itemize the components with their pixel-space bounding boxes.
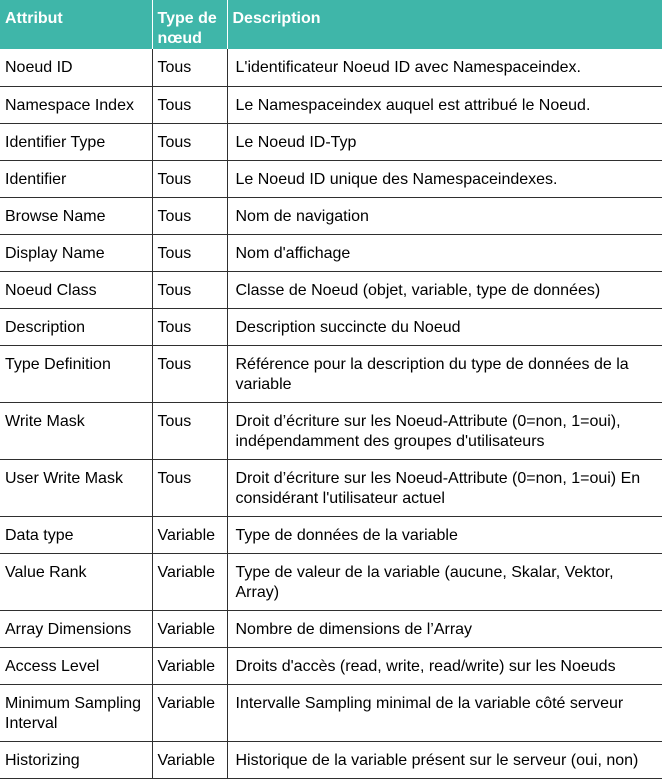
- table-row: [0, 49, 662, 86]
- cell-description: Description succincte du Noeud: [227, 308, 662, 345]
- cell-description: Le Noeud ID-Typ: [227, 123, 662, 160]
- cell-description: Historique de la variable présent sur le serveur (oui, non): [227, 741, 662, 778]
- table-row: [0, 647, 662, 684]
- table-header: [0, 0, 662, 49]
- table-row: [0, 160, 662, 197]
- cell-attribut: Identifier: [0, 160, 152, 197]
- cell-description: Classe de Noeud (objet, variable, type de données): [227, 271, 662, 308]
- cell-description: Droit d’écriture sur les Noeud-Attribute (0=non, 1=oui) En considérant l'utilisateur actuel: [227, 459, 662, 516]
- table-row: [0, 234, 662, 271]
- cell-attribut: Type Definition: [0, 345, 152, 402]
- cell-type: Variable: [152, 516, 227, 553]
- table-row: [0, 684, 662, 741]
- cell-description: Type de valeur de la variable (aucune, Skalar, Vektor, Array): [227, 553, 662, 610]
- cell-description: Le Namespaceindex auquel est attribué le Noeud.: [227, 86, 662, 123]
- cell-type: Tous: [152, 86, 227, 123]
- table-row: [0, 516, 662, 553]
- cell-description: Nom d'affichage: [227, 234, 662, 271]
- cell-type: Variable: [152, 684, 227, 741]
- header-attribut: Attribut: [0, 0, 152, 49]
- table-row: [0, 123, 662, 160]
- cell-type: Variable: [152, 553, 227, 610]
- cell-description: Intervalle Sampling minimal de la variable côté serveur: [227, 684, 662, 741]
- cell-type: Tous: [152, 308, 227, 345]
- cell-type: Tous: [152, 345, 227, 402]
- cell-attribut: Browse Name: [0, 197, 152, 234]
- table-row: [0, 197, 662, 234]
- cell-attribut: Data type: [0, 516, 152, 553]
- cell-type: Tous: [152, 49, 227, 86]
- table-row: [0, 459, 662, 516]
- cell-type: Variable: [152, 647, 227, 684]
- cell-type: Tous: [152, 459, 227, 516]
- cell-description: Référence pour la description du type de données de la variable: [227, 345, 662, 402]
- header-row: [0, 0, 662, 49]
- table-row: [0, 741, 662, 778]
- cell-attribut: Minimum Sampling Interval: [0, 684, 152, 741]
- cell-attribut: Description: [0, 308, 152, 345]
- cell-description: Type de données de la variable: [227, 516, 662, 553]
- cell-attribut: User Write Mask: [0, 459, 152, 516]
- cell-type: Tous: [152, 197, 227, 234]
- table-row: [0, 271, 662, 308]
- cell-attribut: Access Level: [0, 647, 152, 684]
- cell-attribut: Array Dimensions: [0, 610, 152, 647]
- table-row: [0, 610, 662, 647]
- cell-type: Tous: [152, 271, 227, 308]
- cell-attribut: Namespace Index: [0, 86, 152, 123]
- cell-description: Droits d'accès (read, write, read/write) sur les Noeuds: [227, 647, 662, 684]
- cell-description: Nombre de dimensions de l’Array: [227, 610, 662, 647]
- cell-type: Variable: [152, 741, 227, 778]
- header-type: Type de nœud: [152, 0, 227, 49]
- cell-description: Nom de navigation: [227, 197, 662, 234]
- table-row: [0, 402, 662, 459]
- cell-attribut: Value Rank: [0, 553, 152, 610]
- table-row: [0, 553, 662, 610]
- cell-description: Droit d’écriture sur les Noeud-Attribute (0=non, 1=oui), indépendamment des groupes d'utilisateurs: [227, 402, 662, 459]
- table-row: [0, 308, 662, 345]
- header-description: Description: [227, 0, 662, 49]
- cell-type: Tous: [152, 402, 227, 459]
- cell-type: Tous: [152, 123, 227, 160]
- cell-description: L'identificateur Noeud ID avec Namespaceindex.: [227, 49, 662, 86]
- cell-type: Variable: [152, 610, 227, 647]
- cell-attribut: Identifier Type: [0, 123, 152, 160]
- cell-attribut: Display Name: [0, 234, 152, 271]
- table-row: [0, 86, 662, 123]
- cell-type: Tous: [152, 234, 227, 271]
- table-body: [0, 49, 662, 778]
- cell-attribut: Noeud Class: [0, 271, 152, 308]
- cell-description: Le Noeud ID unique des Namespaceindexes.: [227, 160, 662, 197]
- cell-attribut: Historizing: [0, 741, 152, 778]
- table-row: [0, 345, 662, 402]
- cell-type: Tous: [152, 160, 227, 197]
- cell-attribut: Noeud ID: [0, 49, 152, 86]
- cell-attribut: Write Mask: [0, 402, 152, 459]
